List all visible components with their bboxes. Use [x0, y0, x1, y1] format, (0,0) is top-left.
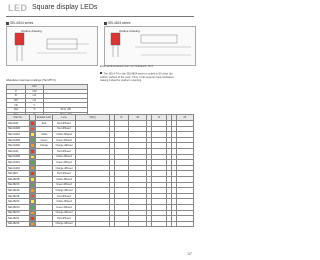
led-color-swatch-icon: [30, 216, 35, 221]
color-swatch-cell: [30, 165, 36, 171]
emitted-color-cell: Red: [36, 121, 53, 127]
series-label-2: [104, 21, 131, 25]
color-swatch-cell: [30, 193, 36, 199]
lens-color-cell: Orange diffused: [53, 165, 76, 171]
absolute-max-ratings-table: [6, 84, 88, 117]
lens-color-cell: Yellow diffused: [53, 199, 76, 205]
color-swatch-cell: [30, 199, 36, 205]
led-color-swatch-icon: [30, 211, 35, 216]
lens-color-cell: Orange diffused: [53, 188, 76, 194]
series-1-label: SEL4G04 series: [10, 21, 34, 25]
led-color-swatch-icon: [30, 143, 35, 148]
header-lambda: λP: [129, 115, 147, 121]
part-number-cell: SEL4G04D: [7, 137, 30, 143]
header-vf: VF(V): [76, 115, 110, 121]
color-swatch-cell: [30, 121, 36, 127]
drawing-1-title: Outline drawing: [21, 29, 42, 33]
color-swatch-cell: [30, 176, 36, 182]
outline-drawing-1: [6, 26, 98, 66]
lens-color-cell: Green diffused: [53, 160, 76, 166]
led-color-swatch-icon: [30, 138, 35, 143]
lens-color-cell: Yellow diffused: [53, 154, 76, 160]
part-number-cell: SEL4824: [7, 171, 30, 177]
led-color-swatch-icon: [30, 183, 35, 188]
lens-color-cell: Green diffused: [53, 182, 76, 188]
lens-color-cell: Red diffused: [53, 171, 76, 177]
info-line-1: The SEL4 F4 in the SEL4804 series is suited to 5V drive (for: [100, 72, 190, 76]
part-number-cell: SEL4G24: [7, 148, 30, 154]
color-swatch-cell: [30, 137, 36, 143]
lens-color-cell: Orange diffused: [53, 210, 76, 216]
lens-color-cell: Red diffused: [53, 193, 76, 199]
led-color-swatch-icon: [30, 155, 35, 160]
lens-color-cell: Orange diffused: [53, 221, 76, 227]
part-number-cell: SEL4824C: [7, 182, 30, 188]
part-number-cell: SEL4824J: [7, 216, 30, 222]
part-number-cell: SEL4G04: [7, 121, 30, 127]
led-color-swatch-icon: [30, 188, 35, 193]
part-number-cell: SEL4824F: [7, 199, 30, 205]
header-angle: 2θ: [176, 115, 193, 121]
led-color-swatch-icon: [30, 121, 35, 126]
lens-color-cell: Red diffused: [53, 126, 76, 132]
part-number-cell: SEL4G04C: [7, 132, 30, 138]
color-swatch-cell: [30, 154, 36, 160]
part-number-cell: SEL4824B: [7, 176, 30, 182]
lens-color-cell: Yellow diffused: [53, 176, 76, 182]
part-number-cell: SEL4824D: [7, 188, 30, 194]
lens-color-cell: Orange diffused: [53, 143, 76, 149]
led-color-swatch-icon: [30, 160, 35, 165]
emitted-color-cell: Yellow: [36, 132, 53, 138]
info-box: [100, 72, 190, 82]
header-if: IF: [114, 115, 129, 121]
header-lens: Lens: [53, 115, 76, 121]
part-number-cell: SEL4824H: [7, 210, 30, 216]
table-row: IFP mA: [7, 98, 88, 103]
color-swatch-cell: [30, 210, 36, 216]
drawing-2-title: Outline drawing: [119, 29, 140, 33]
part-number-cell: SEL4G24C: [7, 160, 30, 166]
part-number-cell: SEL4G24B: [7, 154, 30, 160]
outline-drawing-2: [104, 26, 196, 66]
value-cell: [176, 221, 193, 227]
emitted-color-cell: Green: [36, 137, 53, 143]
table-row: [7, 221, 194, 227]
part-number-cell: SEL4824E: [7, 193, 30, 199]
led-color-swatch-icon: [30, 127, 35, 132]
series-label-1: [6, 21, 33, 25]
table-row: P mW: [7, 89, 88, 94]
led-color-swatch-icon: [30, 177, 35, 182]
value-cell: [129, 221, 147, 227]
drawing-1-svg: [7, 27, 97, 65]
color-swatch-cell: [30, 160, 36, 166]
part-number-cell: SEL4824K: [7, 221, 30, 227]
lens-color-cell: Red diffused: [53, 216, 76, 222]
info-line-2: carbon surface of the resin. Thus, it has superior heat resistance: [100, 75, 174, 79]
value-cell: [76, 221, 110, 227]
header-iv: IV: [151, 115, 166, 121]
header-emitted-color: Emitted color: [37, 116, 51, 119]
lens-color-cell: Green diffused: [53, 204, 76, 210]
amr-title: Absolute maximum ratings (Ta=25°C): [6, 78, 56, 82]
led-color-swatch-icon: [30, 132, 35, 137]
led-color-swatch-icon: [30, 205, 35, 210]
led-color-swatch-icon: [30, 199, 35, 204]
electro-optical-table: [6, 114, 194, 227]
part-number-cell: SEL4824G: [7, 204, 30, 210]
square-bullet-icon: [6, 22, 9, 25]
lens-color-cell: Yellow diffused: [53, 132, 76, 138]
color-swatch-cell: [30, 188, 36, 194]
table-row: VR V: [7, 103, 88, 108]
table-row: IF mA: [7, 94, 88, 99]
external-dimensions-note: External dimensions Unit: mm Tolerance: ±0.3: [100, 65, 153, 68]
color-swatch-cell: [30, 204, 36, 210]
led-color-swatch-icon: [30, 222, 35, 227]
page-number: 37: [187, 251, 192, 256]
part-number-cell: SEL4G04E: [7, 143, 30, 149]
drawing-2-svg: [105, 27, 195, 65]
color-swatch-cell: [30, 148, 36, 154]
lens-color-cell: Red diffused: [53, 121, 76, 127]
emitted-color-cell: Orange: [36, 143, 53, 149]
part-number-cell: SEL4G04B: [7, 126, 30, 132]
header-divider: [6, 16, 194, 17]
led-color-swatch-icon: [30, 194, 35, 199]
emitted-color-cell: [36, 221, 53, 227]
led-color-swatch-icon: [30, 149, 35, 154]
color-swatch-cell: [30, 221, 36, 227]
led-logo: LED: [8, 3, 28, 13]
table-row: Topr °C -30 to +85: [7, 107, 88, 112]
lens-color-cell: Red diffused: [53, 148, 76, 154]
color-swatch-cell: [30, 216, 36, 222]
series-2-label: SEL4824 series: [108, 21, 131, 25]
amr-header-unit: Unit: [26, 85, 44, 90]
color-swatch-cell: [30, 171, 36, 177]
square-bullet-icon: [104, 22, 107, 25]
value-cell: [151, 221, 166, 227]
color-swatch-cell: [30, 143, 36, 149]
color-swatch-cell: [30, 126, 36, 132]
led-color-swatch-icon: [30, 166, 35, 171]
value-cell: [114, 221, 129, 227]
part-number-cell: SEL4G24D: [7, 165, 30, 171]
lens-color-cell: Green diffused: [53, 137, 76, 143]
color-swatch-cell: [30, 182, 36, 188]
led-color-swatch-icon: [30, 171, 35, 176]
info-line-3: making it ideal for outdoor mounting.: [100, 78, 142, 82]
color-swatch-cell: [30, 132, 36, 138]
header-part-no: Part No.: [7, 115, 30, 121]
page-title: Square display LEDs: [32, 4, 98, 11]
